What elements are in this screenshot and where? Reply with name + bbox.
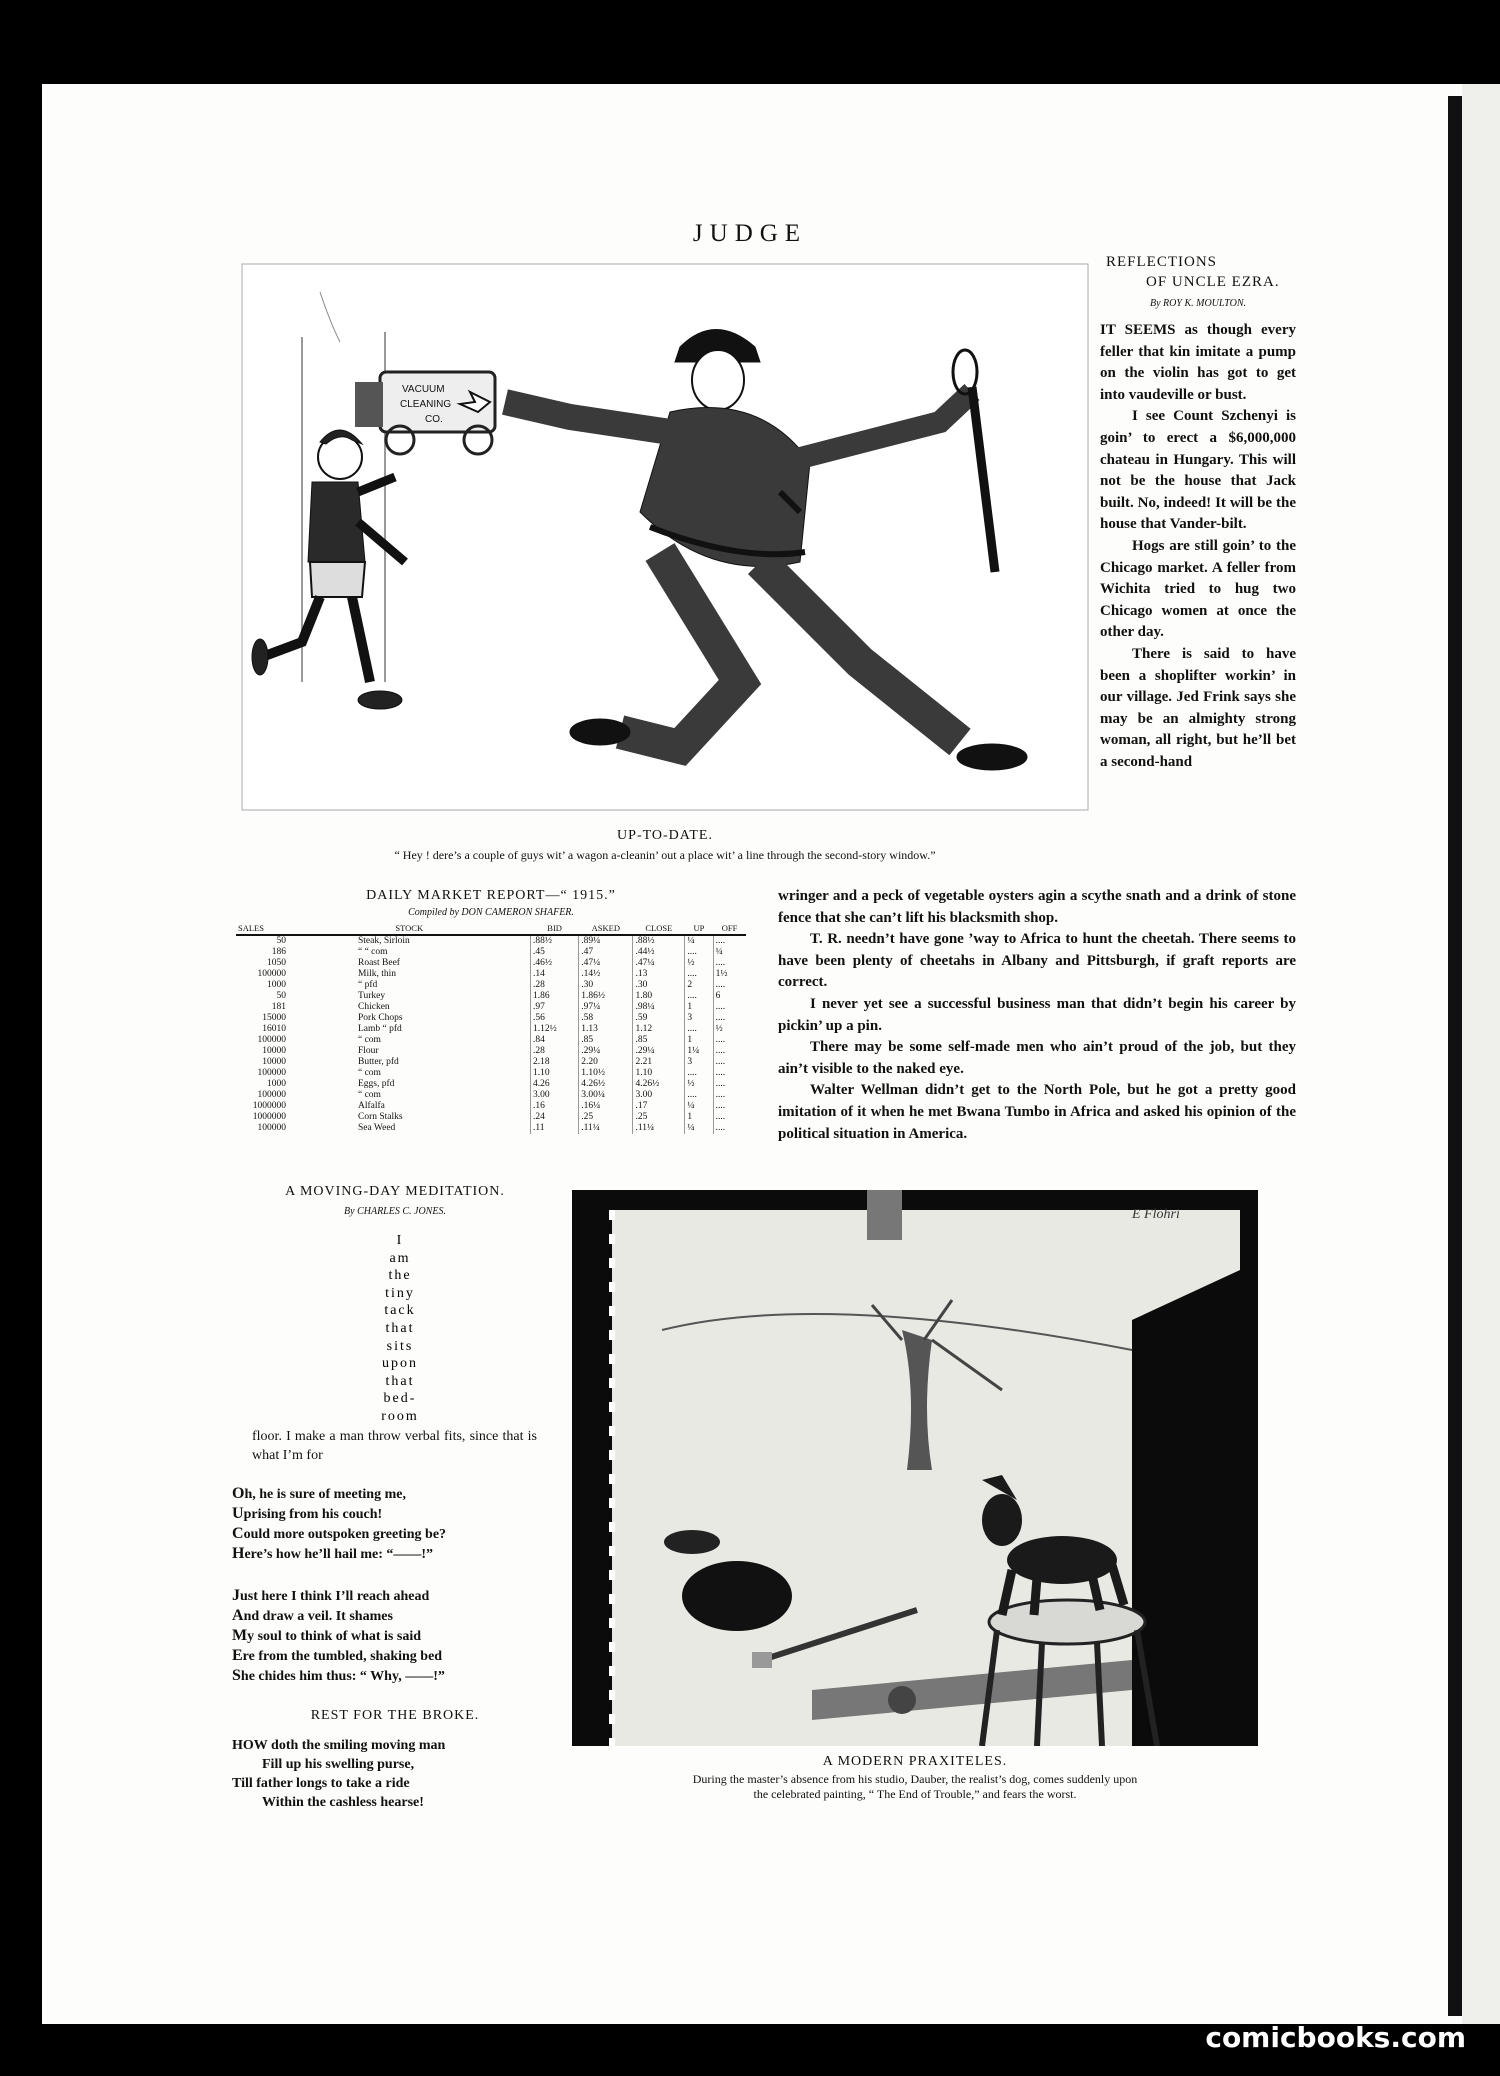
tack-word: sits [386,1338,414,1354]
table-cell: .24 [531,1112,579,1123]
table-cell: 3 [685,1013,713,1024]
watermark: comicbooks.com [1205,2021,1466,2054]
table-cell: .... [685,1024,713,1035]
table-row [236,991,746,1002]
table-cell: 1.10 [633,1068,685,1079]
table-row [236,1090,746,1101]
header-bid: BID [531,922,579,935]
table-cell: ¼ [685,1101,713,1112]
rest-line-2-text: Fill up his swelling purse, [262,1757,415,1772]
modern-praxiteles-illustration [572,1190,1258,1746]
up-to-date-illustration [240,262,1090,812]
meditation-title: A MOVING-DAY MEDITATION. [285,1184,505,1199]
table-cell: .11¼ [579,1123,633,1134]
table-cell: 1.12 [633,1024,685,1035]
svg-text:CLEANING: CLEANING [400,399,452,410]
table-cell: 2.18 [531,1057,579,1068]
stanza-two [232,1586,552,1686]
acrostic-letter: C [232,1525,244,1542]
table-cell: .... [713,1068,746,1079]
table-row [236,969,746,980]
table-cell: .58 [579,1013,633,1024]
table-cell: 1000000 [252,1112,286,1122]
poem-line [232,1606,552,1626]
table-cell: 15000 [262,1013,286,1023]
acrostic-letter: M [232,1627,248,1644]
table-cell: .47¼ [579,958,633,969]
table-row [236,1013,746,1024]
table-cell: .... [713,1079,746,1090]
reflections-column [1100,320,1296,773]
tack-word: I [396,1233,404,1248]
tack-word: upon [382,1356,418,1372]
table-cell: .98¼ [633,1002,685,1013]
market-table-wrap [236,922,746,1134]
table-cell: 2.21 [633,1057,685,1068]
table-cell: .16¼ [579,1101,633,1112]
table-cell: .... [713,1090,746,1101]
market-byline: Compiled by DON CAMERON SHAFER. [408,907,574,918]
table-cell: 50 [236,935,288,947]
poem-line-text: ere’s how he’ll hail me: “——!” [244,1547,434,1562]
table-cell: .16 [531,1101,579,1112]
table-row [236,980,746,991]
header-stock: STOCK [288,922,531,935]
table-cell: .... [713,935,746,947]
poem-line [232,1586,552,1606]
continuation-paragraph-3: I never yet see a successful business man that didn’t begin his career by pickin’ up a pin. [778,995,1296,1034]
table-cell: “ com [358,1035,381,1045]
table-row [236,958,746,969]
table-cell: .97¼ [579,1002,633,1013]
market-title: DAILY MARKET REPORT—“ 1915.” [366,888,616,903]
table-row [236,1079,746,1090]
poem-line-text: ust here I think I’ll reach ahead [240,1589,430,1604]
table-cell: .17 [633,1101,685,1112]
poem-line [232,1544,552,1564]
table-cell: 100000 [257,1035,286,1045]
header-up: UP [685,922,713,935]
acrostic-letter: O [232,1485,245,1502]
table-cell: Butter, pfd [358,1057,399,1067]
reflections-paragraph-2: I see Count Szchenyi is goin’ to erect a $6,000,000 chateau in Hungary. This will not be the house that Jack built. No, indeed! It will be the house that Vander-bilt. [1100,408,1296,533]
table-cell: “ com [358,1090,381,1100]
up-to-date-title: UP-TO-DATE. [617,828,713,843]
table-cell: ½ [685,958,713,969]
table-cell: .30 [579,980,633,991]
table-cell: 4.26½ [633,1079,685,1090]
table-cell: 100000 [257,1090,286,1100]
table-cell: .29¼ [579,1046,633,1057]
rest-line-1 [232,1736,552,1755]
table-cell: .... [713,1057,746,1068]
table-cell: 6 [713,991,746,1002]
table-cell: 1000 [267,1079,286,1089]
praxiteles-caption-2: the celebrated painting, “ The End of Trouble,” and fears the worst. [753,1787,1077,1801]
table-cell: 2.20 [579,1057,633,1068]
table-cell: Corn Stalks [358,1112,403,1122]
acrostic-letter: S [232,1667,241,1684]
poem-line [232,1504,552,1524]
header-off: OFF [713,922,746,935]
table-cell: .89¼ [579,935,633,947]
table-row [236,1002,746,1013]
table-cell: 3.00 [531,1090,579,1101]
poem-line [232,1484,552,1504]
table-cell: Flour [358,1046,379,1056]
table-cell: 2 [685,980,713,991]
table-cell: .... [685,1068,713,1079]
tack-word: room [381,1408,419,1424]
reflections-paragraph-4: There is said to have been a shoplifter workin’ in our village. Jed Frink says she may be an almighty strong woman, all right, but he’ll bet a second-hand [1100,645,1296,770]
table-cell: .... [713,1112,746,1123]
table-cell: .25 [579,1112,633,1123]
table-cell: Milk, thin [358,969,397,979]
table-row [236,1046,746,1057]
table-cell: .88½ [531,935,579,947]
table-cell: .11¼ [633,1123,685,1134]
table-cell: .... [685,969,713,980]
table-cell: .14½ [579,969,633,980]
table-cell: .... [713,1035,746,1046]
table-cell: .46½ [531,958,579,969]
table-cell: 1.10½ [579,1068,633,1079]
table-cell: 1.86½ [579,991,633,1002]
table-cell: .... [685,947,713,958]
table-cell: Chicken [358,1002,390,1012]
table-cell: 3.00¼ [579,1090,633,1101]
poem-line-text: y soul to think of what is said [247,1629,421,1644]
table-cell: 16010 [262,1024,286,1034]
praxiteles-caption-1: During the master’s absence from his studio, Dauber, the realist’s dog, comes suddenly upon [692,1772,1138,1786]
table-cell: ½ [713,1024,746,1035]
table-cell: 1.12½ [531,1024,579,1035]
table-cell: 4.26½ [579,1079,633,1090]
table-cell: 1.80 [633,991,685,1002]
table-cell: .85 [633,1035,685,1046]
tack-word: the [388,1268,412,1284]
tack-word: bed- [383,1391,417,1407]
artist-signature: E Flohri [1132,1207,1180,1222]
table-cell: .... [713,1013,746,1024]
table-cell: 3.00 [633,1090,685,1101]
poem-line-text: h, he is sure of meeting me, [244,1487,406,1502]
table-cell: .11 [531,1123,579,1134]
table-cell: .... [685,991,713,1002]
tack-word: that [385,1320,415,1336]
table-cell: .45 [531,947,579,958]
table-cell: .13 [633,969,685,980]
table-row [236,1057,746,1068]
tack-word: that [385,1373,415,1389]
continuation-paragraph-4: There may be some self-made men who ain’t proud of the job, but they ain’t visible to the naked eye. [778,1039,1296,1077]
market-table-body [236,935,746,1134]
table-cell: .... [713,1046,746,1057]
table-cell: 1.10 [531,1068,579,1079]
meditation-byline: By CHARLES C. JONES. [344,1206,446,1217]
table-cell: .28 [531,980,579,991]
table-cell: .... [713,980,746,991]
poem-line-text: ould more outspoken greeting be? [243,1527,447,1542]
table-cell: ¼ [685,935,713,947]
table-cell: 10000 [262,1057,286,1067]
table-cell: 1 [685,1002,713,1013]
rest-line-1-text: HOW doth the smiling moving man [232,1738,446,1753]
table-cell: ¼ [685,1123,713,1134]
table-cell: 1000 [267,980,286,990]
reflections-title-1: REFLECTIONS [1106,254,1218,270]
table-cell: 100000 [257,1068,286,1078]
poem-line [232,1666,552,1686]
table-cell: 181 [271,1002,286,1012]
table-cell: .84 [531,1035,579,1046]
table-cell: Eggs, pfd [358,1079,395,1089]
table-cell: 1 [685,1035,713,1046]
continuation-paragraph-1: wringer and a peck of vegetable oysters agin a scythe snath and a drink of stone fence that she can’t lift his blacksmith shop. [778,888,1296,926]
table-cell: 1000000 [252,1101,286,1111]
poem-line-text: prising from his couch! [243,1507,383,1522]
table-cell: .28 [531,1046,579,1057]
header-sales: SALES [236,922,288,935]
table-cell: Steak, Sirloin [288,935,531,947]
table-cell: 50 [276,991,286,1001]
rest-poem [232,1736,552,1812]
table-cell: Alfalfa [358,1101,385,1111]
table-cell: “ com [358,1068,381,1078]
market-header-row [236,922,746,935]
svg-text:CO.: CO. [425,414,443,425]
table-cell: ½ [685,1079,713,1090]
table-cell: 4.26 [531,1079,579,1090]
tack-word-column [330,1232,470,1426]
table-row [236,1024,746,1035]
stanza-one [232,1484,552,1564]
table-row [236,1068,746,1079]
table-cell: .56 [531,1013,579,1024]
reflections-paragraph-3: Hogs are still goin’ to the Chicago market. A feller from Wichita tried to hug two Chicago women at once the other day. [1100,537,1296,641]
table-row [236,935,746,947]
continuation-paragraph-5: Walter Wellman didn’t get to the North Pole, but he got a pretty good imitation of it when he met Bwana Tumbo in Africa and asked his opinion of the political situation in America. [778,1082,1296,1142]
rest-line-3 [232,1774,552,1793]
table-cell: 100000 [257,1123,286,1133]
table-cell: 1.13 [579,1024,633,1035]
table-cell: Lamb “ pfd [358,1024,402,1034]
dog-and-painting-drawing [572,1190,1258,1746]
policeman-and-boy-drawing [240,262,1090,812]
table-cell: .59 [633,1013,685,1024]
acrostic-letter: A [232,1607,244,1624]
table-cell: 100000 [257,969,286,979]
table-cell: .... [713,958,746,969]
masthead: JUDGE [692,220,808,247]
tack-word: am [389,1250,411,1266]
tack-tail: floor. I make a man throw verbal fits, since that is what I’m for [252,1429,537,1463]
acrostic-letter: H [232,1545,245,1562]
next-page-edge [1462,84,1500,2024]
poem-line-text: he chides him thus: “ Why, ——!” [240,1669,445,1684]
table-cell: .14 [531,969,579,980]
market-table [236,922,746,1134]
poem-line [232,1646,552,1666]
up-to-date-caption: “ Hey ! dere’s a couple of guys wit’ a wagon a-cleanin’ out a place wit’ a line through the second-story window.” [394,848,936,862]
table-cell: .... [713,1002,746,1013]
rest-line-4 [232,1793,552,1812]
rest-title: REST FOR THE BROKE. [310,1708,480,1723]
table-cell: .85 [579,1035,633,1046]
table-cell: .25 [633,1112,685,1123]
poem-line-text: nd draw a veil. It shames [243,1609,393,1624]
svg-text:VACUUM: VACUUM [402,384,445,395]
table-row [236,947,746,958]
table-cell: .... [685,1090,713,1101]
reflections-continuation [778,886,1296,1145]
reflections-title-2: OF UNCLE EZRA. [1146,274,1280,290]
table-cell: .29¼ [633,1046,685,1057]
poem-line [232,1626,552,1646]
rest-line-4-text: Within the cashless hearse! [262,1795,424,1810]
table-cell: “ pfd [358,980,378,990]
table-cell: Pork Chops [358,1013,403,1023]
table-cell: .47¼ [633,958,685,969]
header-close: CLOSE [633,922,685,935]
table-cell: Turkey [358,991,386,1001]
table-cell: 1¼ [685,1046,713,1057]
rest-line-3-text: Till father longs to take a ride [232,1776,410,1791]
header-asked: ASKED [579,922,633,935]
table-row [236,1112,746,1123]
table-cell: .47 [579,947,633,958]
table-cell: 1 [685,1112,713,1123]
table-cell: 1.86 [531,991,579,1002]
table-cell: 3 [685,1057,713,1068]
reflections-byline: By ROY K. MOULTON. [1150,298,1247,309]
praxiteles-title: A MODERN PRAXITELES. [822,1754,1008,1769]
table-cell: Sea Weed [358,1123,396,1133]
table-cell: .97 [531,1002,579,1013]
table-cell: .... [713,1123,746,1134]
table-cell: 1050 [267,958,286,968]
poem-line-text: re from the tumbled, shaking bed [242,1649,443,1664]
table-cell: 186 [271,947,286,957]
tack-word: tack [384,1303,416,1319]
tack-word: tiny [385,1285,415,1301]
table-cell: .30 [633,980,685,991]
table-cell: 10000 [262,1046,286,1056]
acrostic-letter: U [232,1505,244,1522]
table-cell: ¼ [713,947,746,958]
acrostic-letter: J [232,1587,240,1604]
table-row [236,1123,746,1134]
table-row [236,1101,746,1112]
rest-line-2 [232,1755,552,1774]
table-cell: .88½ [633,935,685,947]
acrostic-letter: E [232,1647,243,1664]
reflections-paragraph-1: IT SEEMS as though every feller that kin imitate a pump on the violin has got to get into vaudeville or bust. [1100,322,1296,403]
table-cell: .... [713,1101,746,1112]
table-cell: .44½ [633,947,685,958]
poem-line [232,1524,552,1544]
table-row [236,1035,746,1046]
continuation-paragraph-2: T. R. needn’t have gone ’way to Africa to hunt the cheetah. There seems to have been plenty of cheetahs in Albany and Pittsburgh, if graft reports are correct. [778,931,1296,991]
table-cell: Roast Beef [358,958,400,968]
table-cell: 1½ [713,969,746,980]
table-cell: “ “ com [358,947,388,957]
